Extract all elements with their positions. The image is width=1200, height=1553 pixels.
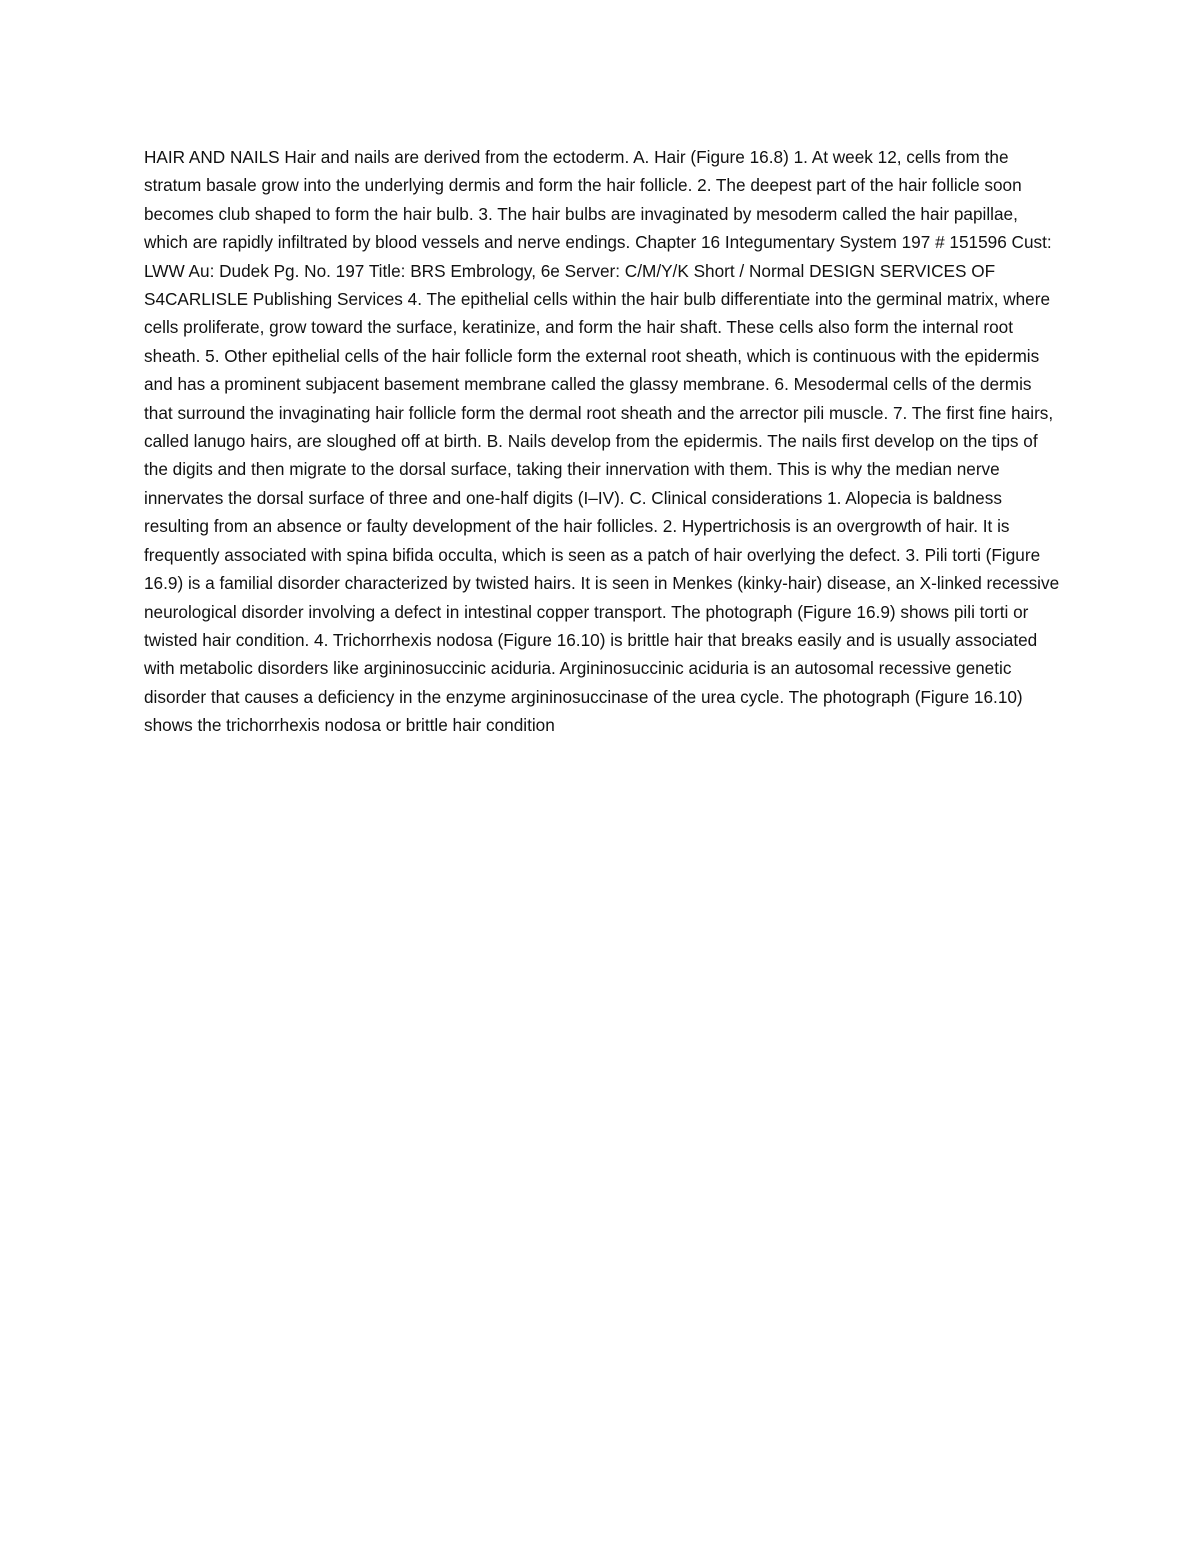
body-paragraph: HAIR AND NAILS Hair and nails are derived from the ectoderm. A. Hair (Figure 16.8) 1. At week 12, cells from the stratum basale grow into the underlying dermis and form the hair follicle. 2. The deepest part of the hair follicle soon becomes club shaped to form the hair bulb. 3. The hair bulbs are invaginated by mesoderm called the hair papillae, which are rapidly infiltrated by blood vessels and nerve endings. Chapter 16 Integumentary System 197 # 151596 Cust: LWW Au: Dudek Pg. No. 197 Title: BRS Embrology, 6e Server: C/M/Y/K Short / Normal DESIGN SERVICES OF S4CARLISLE Publishing Services 4. The epithelial cells within the hair bulb differentiate into the germinal matrix, where cells proliferate, grow toward the surface, keratinize, and form the hair shaft. These cells also form the internal root sheath. 5. Other epithelial cells of the hair follicle form the external root sheath, which is continuous with the epidermis and has a prominent subjacent basement membrane called the glassy membrane. 6. Mesodermal cells of the dermis that surround the invaginating hair follicle form the dermal root sheath and the arrector pili muscle. 7. The first fine hairs, called lanugo hairs, are sloughed off at birth. B. Nails develop from the epidermis. The nails first develop on the tips of the digits and then migrate to the dorsal surface, taking their innervation with them. This is why the median nerve innervates the dorsal surface of three and one-half digits (I–IV). C. Clinical considerations 1. Alopecia is baldness resulting from an absence or faulty development of the hair follicles. 2. Hypertrichosis is an overgrowth of hair. It is frequently associated with spina bifida occulta, which is seen as a patch of hair overlying the defect. 3. Pili torti (Figure 16.9) is a familial disorder characterized by twisted hairs. It is seen in Menkes (kinky-hair) disease, an X-linked recessive neurological disorder involving a defect in intestinal copper transport. The photograph (Figure 16.9) shows pili torti or twisted hair condition. 4. Trichorrhexis nodosa (Figure 16.10) is brittle hair that breaks easily and is usually associated with metabolic disorders like argininosuccinic aciduria. Argininosuccinic aciduria is an autosomal recessive genetic disorder that causes a deficiency in the enzyme argininosuccinase of the urea cycle. The photograph (Figure 16.10) shows the trichorrhexis nodosa or brittle hair condition <box>144 147 1060 736</box>
